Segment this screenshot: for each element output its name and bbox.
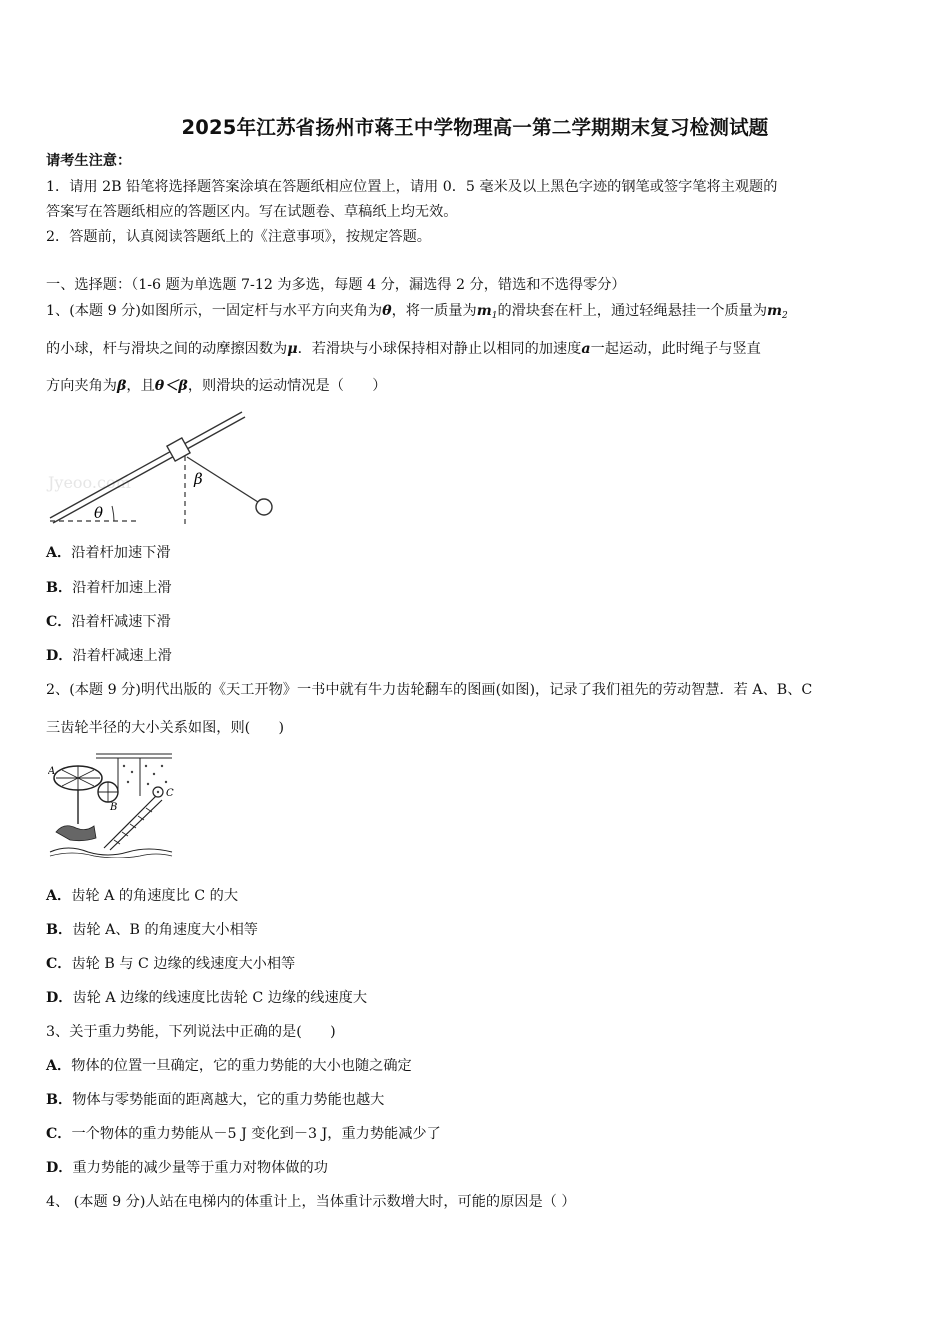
mass-subscript: 2: [782, 311, 788, 321]
figure-watermark: Jyeoo.com: [48, 473, 131, 492]
option-label: C．: [46, 956, 72, 972]
angle-comparison: θ＜β: [154, 378, 188, 394]
option-text: 沿着杆加速下滑: [71, 545, 171, 561]
page-title: 2025年江苏省扬州市蒋王中学物理高一第二学期期末复习检测试题: [181, 116, 769, 139]
option-text: 齿轮 B 与 C 边缘的线速度大小相等: [71, 956, 296, 972]
option-label: A．: [46, 545, 72, 561]
gear-c-label: C: [166, 788, 174, 799]
q1-text: 的小球，杆与滑块之间的动摩擦因数为: [46, 341, 288, 357]
beta-label: β: [194, 470, 203, 488]
option-text: 沿着杆加速上滑: [72, 580, 172, 596]
q2-option-a: [46, 886, 238, 906]
q1-text: 1、(本题 9 分)如图所示，一固定杆与水平方向夹角为: [46, 303, 383, 319]
theta-arc: [112, 506, 114, 521]
q3-option-d: [46, 1158, 328, 1178]
q1-option-b: [46, 578, 172, 598]
gear-a-label: A: [48, 766, 56, 777]
theta-symbol: θ: [382, 303, 392, 319]
q1-text: 一起运动，此时绳子与竖直: [590, 341, 761, 357]
q1-text: 的滑块套在杆上，通过轻绳悬挂一个质量为: [497, 303, 768, 319]
option-label: D．: [46, 648, 73, 664]
option-label: B．: [46, 922, 73, 938]
mass-symbol: m: [476, 303, 492, 319]
q1-option-d: [46, 646, 172, 666]
option-label: B．: [46, 1092, 73, 1108]
option-text: 齿轮 A、B 的角速度大小相等: [72, 922, 258, 938]
q1-text: ，且: [126, 378, 155, 394]
mass-symbol: m: [767, 303, 783, 319]
q2-option-b: [46, 920, 258, 940]
option-label: A．: [46, 1058, 72, 1074]
q2-line-2: 三齿轮半径的大小关系如图，则( ): [46, 720, 285, 736]
q1-line-1: [46, 301, 788, 326]
option-text: 一个物体的重力势能从－5 J 变化到－3 J，重力势能减少了: [71, 1126, 441, 1142]
notice-item-2: 2．答题前，认真阅读答题纸上的《注意事项》，按规定答题。: [46, 229, 431, 245]
option-label: C．: [46, 1126, 72, 1142]
q1-option-c: [46, 612, 171, 632]
acceleration-symbol: a: [581, 341, 591, 357]
option-text: 沿着杆减速上滑: [72, 648, 172, 664]
q1-line-3: [46, 376, 386, 396]
theta-label: θ: [94, 504, 104, 522]
option-label: D．: [46, 1160, 73, 1176]
rod-line: [50, 412, 242, 518]
option-text: 齿轮 A 边缘的线速度比齿轮 C 边缘的线速度大: [72, 990, 368, 1006]
beta-symbol: β: [116, 378, 127, 394]
gear-b-label: B: [110, 802, 118, 813]
section-heading: 一、选择题：（1-6 题为单选题 7-12 为多选，每题 4 分，漏选得 2 分，错选和不选得零分）: [46, 277, 626, 293]
option-label: B．: [46, 580, 73, 596]
option-label: A．: [46, 888, 72, 904]
gear-waterwheel-figure: [48, 752, 174, 858]
option-text: 重力势能的减少量等于重力对物体做的功: [72, 1160, 328, 1176]
ball-circle: [256, 499, 272, 515]
rod-line: [53, 417, 245, 523]
q2-option-c: [46, 954, 295, 974]
option-label: C．: [46, 614, 72, 630]
notice-heading: 请考生注意：: [46, 153, 132, 169]
q2-line-1: 2、(本题 9 分)明代出版的《天工开物》一书中就有牛力齿轮翻车的图画(如图)，记录了我们祖先的劳动智慧．若 A、B、C: [46, 682, 813, 698]
option-text: 沿着杆减速下滑: [71, 614, 171, 630]
q3-line-1: 3、关于重力势能，下列说法中正确的是( ): [46, 1024, 336, 1040]
q3-option-b: [46, 1090, 384, 1110]
q1-text: 方向夹角为: [46, 378, 117, 394]
mu-symbol: μ: [287, 341, 298, 357]
notice-item-1-line-2: 答案写在答题纸相应的答题区内。写在试题卷、草稿纸上均无效。: [46, 204, 458, 220]
option-text: 物体与零势能面的距离越大，它的重力势能也越大: [72, 1092, 385, 1108]
mass-subscript: 1: [491, 311, 498, 321]
q2-option-d: [46, 988, 367, 1008]
option-label: D．: [46, 990, 73, 1006]
q3-option-c: [46, 1124, 441, 1144]
q1-text: ，将一质量为: [391, 303, 477, 319]
q1-text: ．若滑块与小球保持相对静止以相同的加速度: [297, 341, 582, 357]
option-text: 齿轮 A 的角速度比 C 的大: [71, 888, 239, 904]
option-text: 物体的位置一旦确定，它的重力势能的大小也随之确定: [71, 1058, 412, 1074]
q1-option-a: [46, 543, 171, 563]
q1-line-2: [46, 339, 761, 359]
incline-rod-figure: [44, 408, 284, 528]
q4-line-1: 4、 (本题 9 分)人站在电梯内的体重计上，当体重计示数增大时，可能的原因是（ ）: [46, 1194, 576, 1210]
q3-option-a: [46, 1056, 412, 1076]
q1-text: ，则滑块的运动情况是（ ）: [187, 378, 387, 394]
notice-item-1-line-1: 1．请用 2B 铅笔将选择题答案涂填在答题纸相应位置上，请用 0．5 毫米及以上黑色字迹的钢笔或签字笔将主观题的: [46, 179, 778, 195]
